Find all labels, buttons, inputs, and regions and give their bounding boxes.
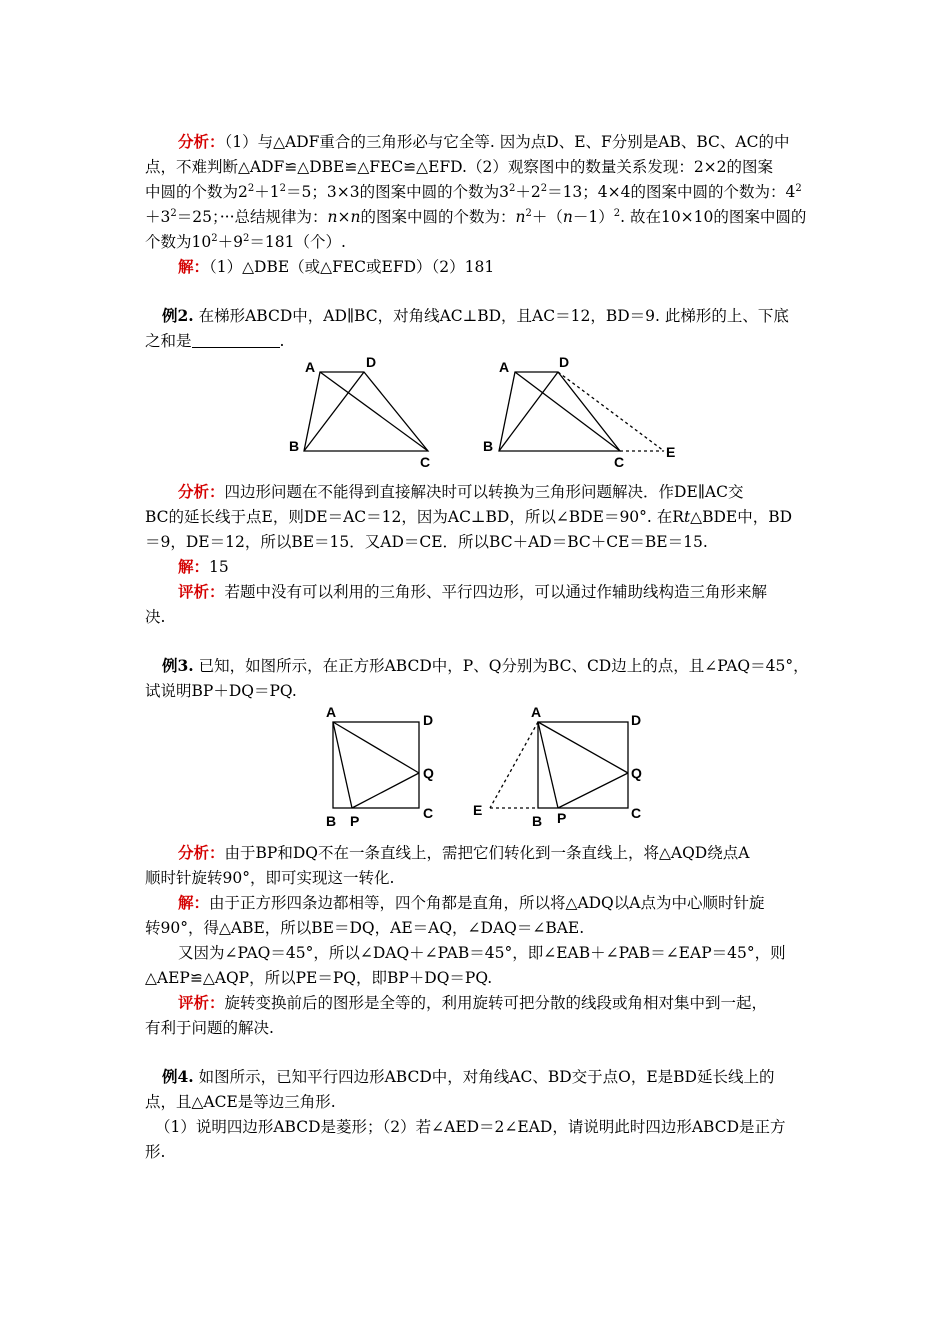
segment-ap-right: [538, 722, 558, 808]
example-title: 例2.: [162, 306, 194, 325]
ex2-solution: 解：15: [178, 557, 229, 576]
analysis-label: 分析：: [178, 132, 225, 151]
label-d: D: [423, 712, 434, 728]
solution-label: 解：: [178, 557, 210, 576]
comment-label: 评析：: [178, 582, 225, 601]
label-a: A: [499, 359, 510, 375]
answer-blank: [192, 333, 280, 348]
ex3-comment-line2: 有利于问题的解决.: [145, 1019, 274, 1037]
label-e: E: [666, 444, 676, 460]
ex1-analysis-line2: 点，不难判断△ADF≌△DBE≌△FEC≌△EFD.（2）观察图中的数量关系发现：2×2的图案: [145, 158, 774, 176]
label-b: B: [483, 438, 494, 454]
ex3-question-line2: 试说明BP＋DQ＝PQ.: [145, 682, 297, 700]
segment-aq-right: [538, 722, 628, 773]
analysis-label: 分析：: [178, 843, 225, 862]
ex3-solution-line3: 又因为∠PAQ＝45°，所以∠DAQ＋∠PAB＝45°，即∠EAB＋∠PAB＝∠EAP＝45°，则: [178, 944, 786, 962]
ex1-analysis-line1: 分析：（1）与△ADF重合的三角形必与它全等. 因为点D、E、F分别是AB、BC、AC的中: [178, 132, 790, 151]
label-a: A: [326, 704, 337, 720]
ex2-question-line2: 之和是 .: [145, 332, 285, 350]
ex2-analysis-line1: 分析：四边形问题在不能得到直接解决时可以转换为三角形问题解决．作DE∥AC交: [178, 482, 744, 501]
ex2-figure: [280, 350, 700, 475]
label-c: C: [614, 454, 625, 470]
ex3-figure: [300, 700, 660, 830]
ex2-comment-line1: 评析：若题中没有可以利用的三角形、平行四边形，可以通过作辅助线构造三角形来解: [178, 582, 768, 601]
segment-ae: [490, 722, 538, 808]
ex3-solution-line2: 转90°，得△ABE，所以BE＝DQ，AE＝AQ，∠DAQ＝∠BAE.: [145, 919, 585, 937]
segment-pq-left: [352, 773, 419, 808]
ex1-solution: 解：（1）△DBE（或△FEC或EFD）（2）181: [178, 257, 495, 276]
label-b: B: [532, 813, 543, 829]
ex2-analysis-line2: BC的延长线于点E，则DE＝AC＝12，因为AC⊥BD，所以∠BDE＝90°. 在Rt△BDE中，BD: [145, 508, 793, 526]
trapezoid-left: [304, 372, 428, 451]
label-e: E: [473, 802, 483, 818]
comment-label: 评析：: [178, 993, 225, 1012]
ex2-analysis-line3: ＝9，DE＝12，所以BE＝15．又AD＝CE．所以BC＋AD＝BC＋CE＝BE＝15.: [145, 533, 708, 551]
label-b: B: [289, 438, 300, 454]
segment-aq-left: [333, 722, 419, 773]
label-q: Q: [631, 765, 642, 781]
ex2-comment-line2: 决.: [145, 608, 166, 626]
label-c: C: [420, 454, 431, 470]
example-title: 例4.: [162, 1067, 194, 1086]
segment-ap-left: [333, 722, 352, 808]
label-p: P: [557, 810, 567, 826]
trapezoid-right: [499, 372, 620, 451]
label-d: D: [631, 712, 642, 728]
example-title: 例3.: [162, 656, 194, 675]
ex3-analysis-line2: 顺时针旋转90°，即可实现这一转化.: [145, 869, 395, 887]
analysis-label: 分析：: [178, 482, 225, 501]
ex2-question-line1: 例2. 在梯形ABCD中，AD∥BC，对角线AC⊥BD，且AC＝12，BD＝9. 此梯形的上、下底: [162, 306, 789, 325]
label-a: A: [531, 704, 542, 720]
segment-pq-right: [558, 773, 628, 808]
label-c: C: [631, 805, 642, 821]
diagonal-bd-right: [499, 372, 558, 451]
ex3-question-line1: 例3. 已知，如图所示，在正方形ABCD中，P、Q分别为BC、CD边上的点，且∠PAQ＝45°，: [162, 656, 809, 675]
label-p: P: [350, 813, 360, 829]
ex1-analysis-line3: 中圆的个数为$2^2+1^2=5$；3×3的图案中圆的个数为$3^2+2^2=13$；4×4的图案中圆的个数为：$4^2$: [145, 183, 802, 201]
ex1-analysis-line5: 个数为$10^2+9^2=181$（个）.: [145, 233, 346, 251]
label-d: D: [366, 354, 377, 370]
label-b: B: [326, 813, 337, 829]
ex3-analysis-line1: 分析：由于BP和DQ不在一条直线上，需把它们转化到一条直线上，将△AQD绕点A: [178, 843, 750, 862]
label-q: Q: [423, 765, 434, 781]
solution-label: 解：: [178, 893, 210, 912]
ex3-solution-line1: 解：由于正方形四条边都相等，四个角都是直角，所以将△ADQ以A点为中心顺时针旋: [178, 893, 765, 912]
ex3-solution-line4: △AEP≌△AQP，所以PE＝PQ，即BP＋DQ＝PQ.: [145, 969, 493, 987]
ex1-analysis-line4: $+3^2=25$；···总结规律为：n×n的图案中圆的个数为：$n^2+(n-1)^2$. 故在10×10的图案中圆的: [145, 208, 807, 226]
diagonal-bd-left: [304, 372, 364, 451]
ex4-question-line2: 点，且△ACE是等边三角形.: [145, 1093, 336, 1111]
ex4-question-line3: （1）说明四边形ABCD是菱形；（2）若∠AED＝2∠EAD，请说明此时四边形ABCD是正方: [155, 1118, 786, 1136]
label-d: D: [559, 354, 570, 370]
label-c: C: [423, 805, 434, 821]
solution-label: 解：: [178, 257, 210, 276]
ex3-comment-line1: 评析：旋转变换前后的图形是全等的，利用旋转可把分散的线段或角相对集中到一起，: [178, 993, 768, 1012]
ex4-question-line1: 例4. 如图所示，已知平行四边形ABCD中，对角线AC、BD交于点O，E是BD延长线上的: [162, 1067, 775, 1086]
ex4-question-line4: 形.: [145, 1143, 166, 1161]
label-a: A: [305, 359, 316, 375]
